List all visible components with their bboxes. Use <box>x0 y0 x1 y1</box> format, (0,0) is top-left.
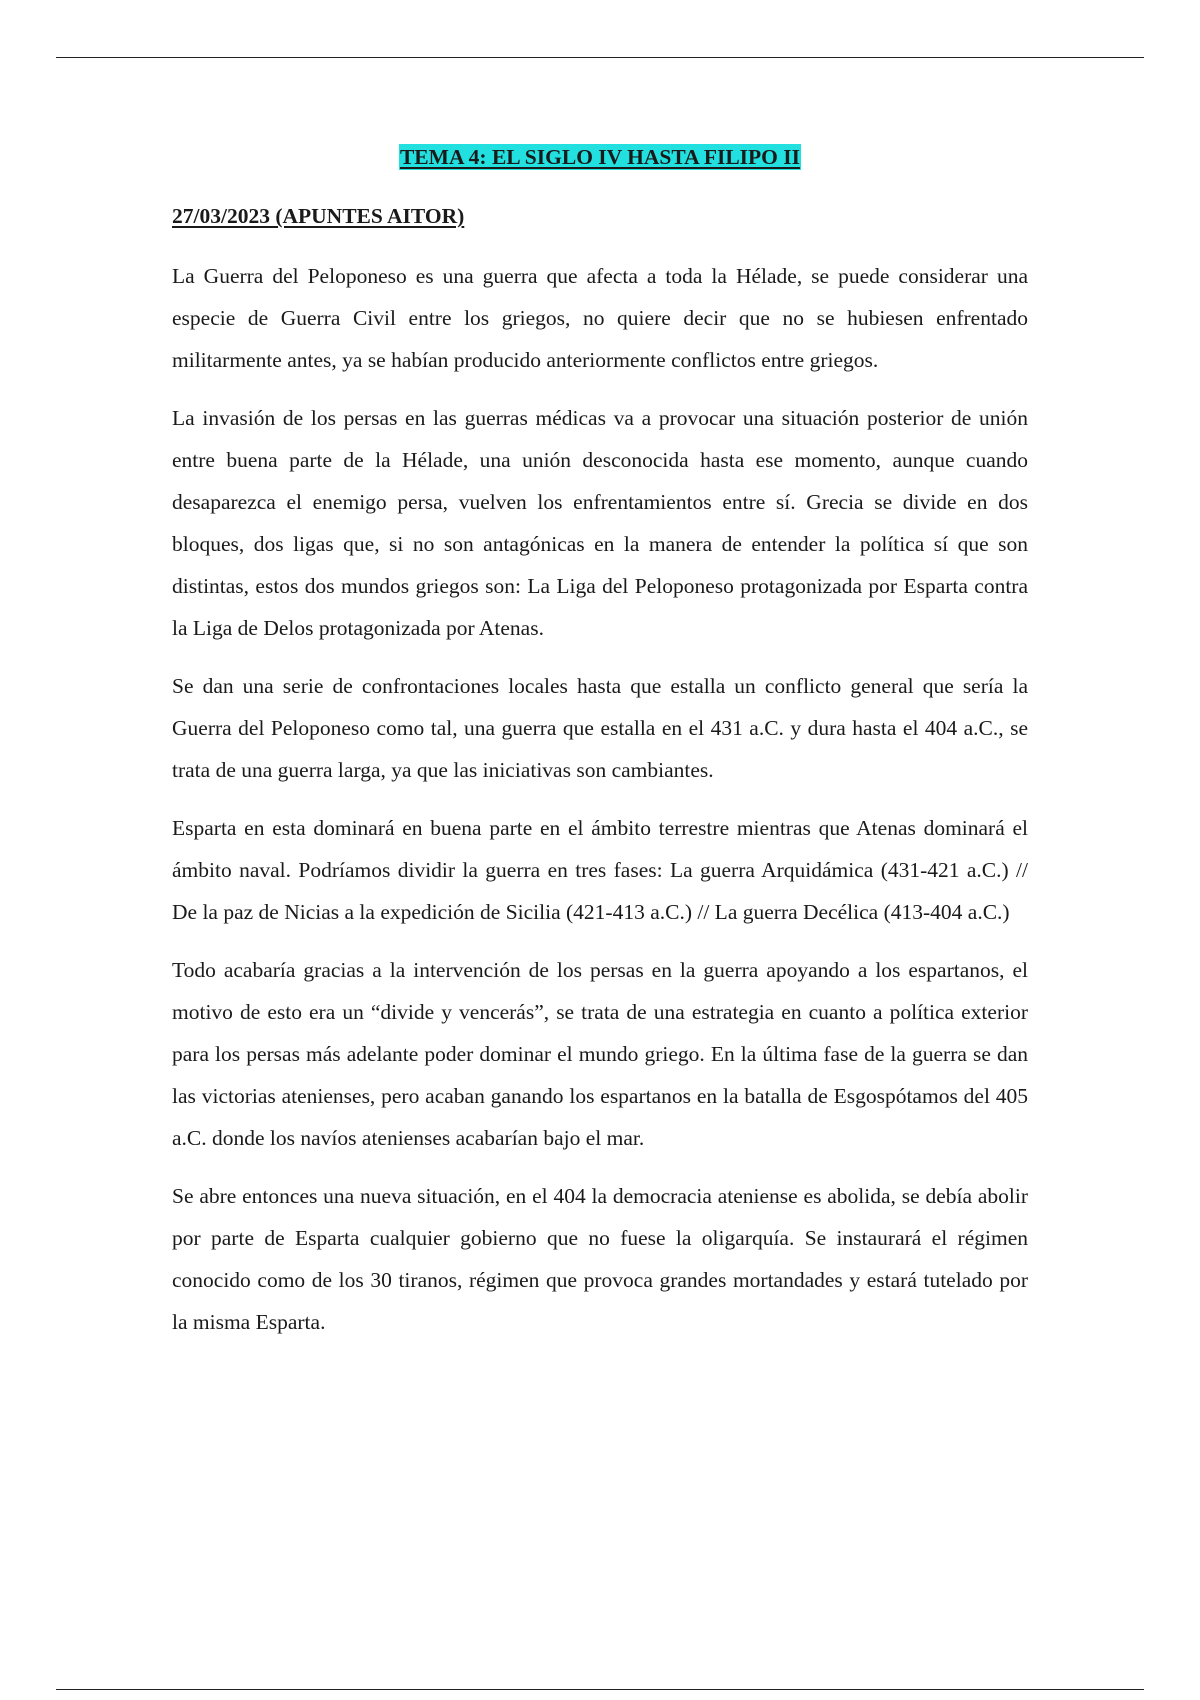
paragraph-5: Todo acabaría gracias a la intervención de los persas en la guerra apoyando a los espartanos, el motivo de esto era un “divide y vencerás”, se trata de una estrategia en cuanto a política exterior para los persas más adelante poder dominar el mundo griego. En la última fase de la guerra se dan las victorias atenienses, pero acaban ganando los espartanos en la batalla de Esgospótamos del 405 a.C. donde los navíos atenienses acabarían bajo el mar. <box>172 958 1028 1150</box>
paragraph-6: Se abre entonces una nueva situación, en el 404 la democracia ateniense es abolida, se debía abolir por parte de Esparta cualquier gobierno que no fuese la oligarquía. Se instaurará el régimen conocido como de los 30 tiranos, régimen que provoca grandes mortandades y estará tutelado por la misma Esparta. <box>172 1184 1028 1334</box>
paragraph-4: Esparta en esta dominará en buena parte en el ámbito terrestre mientras que Atenas dominará el ámbito naval. Podríamos dividir la guerra en tres fases: La guerra Arquidámica (431-421 a.C.) // De la paz de Nicias a la expedición de Sicilia (421-413 a.C.) // La guerra Decélica (413-404 a.C.) <box>172 816 1028 924</box>
page-top-rule <box>56 57 1144 58</box>
date-heading: 27/03/2023 (APUNTES AITOR) <box>172 204 465 228</box>
page-bottom-rule <box>56 1689 1144 1690</box>
document-title: TEMA 4: EL SIGLO IV HASTA FILIPO II <box>399 145 801 169</box>
paragraph-1: La Guerra del Peloponeso es una guerra que afecta a toda la Hélade, se puede considerar una especie de Guerra Civil entre los griegos, no quiere decir que no se hubiesen enfrentado militarmente antes, ya se habían producido anteriormente conflictos entre griegos. <box>172 264 1028 372</box>
document-body <box>172 140 1028 1359</box>
paragraph-2: La invasión de los persas en las guerras médicas va a provocar una situación posterior de unión entre buena parte de la Hélade, una unión desconocida hasta ese momento, aunque cuando desaparezca el enemigo persa, vuelven los enfrentamientos entre sí. Grecia se divide en dos bloques, dos ligas que, si no son antagónicas en la manera de entender la política sí que son distintas, estos dos mundos griegos son: La Liga del Peloponeso protagonizada por Esparta contra la Liga de Delos protagonizada por Atenas. <box>172 406 1028 640</box>
title-line <box>172 140 1028 177</box>
paragraph-3: Se dan una serie de confrontaciones locales hasta que estalla un conflicto general que sería la Guerra del Peloponeso como tal, una guerra que estalla en el 431 a.C. y dura hasta el 404 a.C., se trata de una guerra larga, ya que las iniciativas son cambiantes. <box>172 674 1028 782</box>
